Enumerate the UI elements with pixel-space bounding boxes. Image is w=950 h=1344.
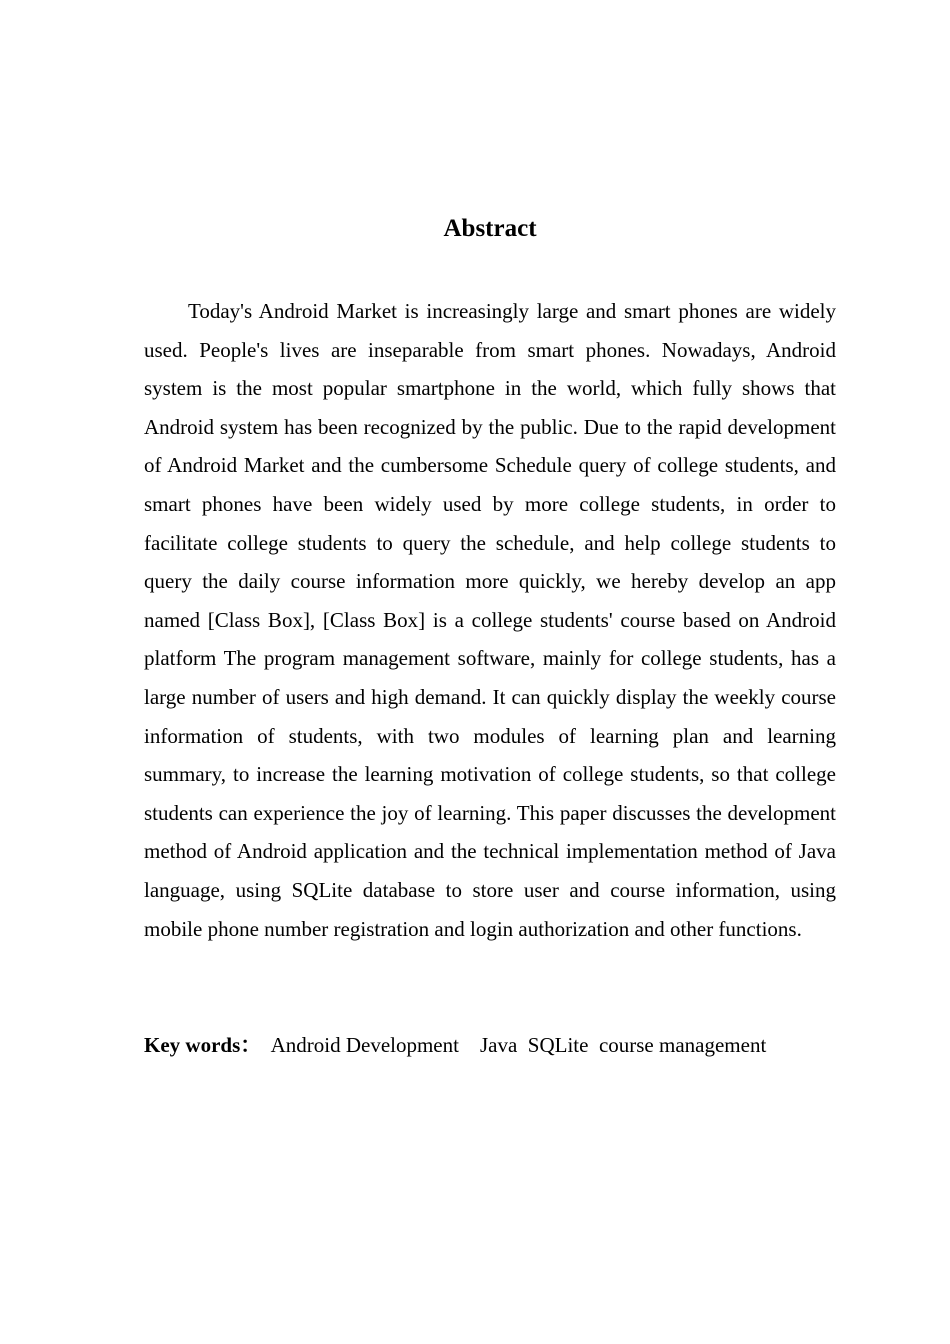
abstract-paragraph: Today's Android Market is increasingly large and smart phones are widely used. People's lives are inseparable from smart phones. Nowadays, Android system is the most popular smartphone in the world, which fully shows that Android system has been recognized by the public. Due to the rapid development of Android Market and the cumbersome Schedule query of college students, and smart phones have been widely used by more college students, in order to facilitate college students to query the schedule, and help college students to query the daily course information more quickly, we hereby develop an app named [Class Box], [Class Box] is a college students' course based on Android platform The program management software, mainly for college students, has a large number of users and high demand. It can quickly display the weekly course information of students, with two modules of learning plan and learning summary, to increase the learning motivation of college students, so that college students can experience the joy of learning. This paper discusses the development method of Android application and the technical implementation method of Java language, using SQLite database to store user and course information, using mobile phone number registration and login authorization and other functions.: [144, 299, 836, 941]
keywords-label: Key words：: [144, 1033, 262, 1057]
keywords-list: Android Development Java SQLite course management: [261, 1033, 767, 1057]
keywords-line: [144, 1026, 864, 1064]
page-title: Abstract: [443, 215, 537, 242]
